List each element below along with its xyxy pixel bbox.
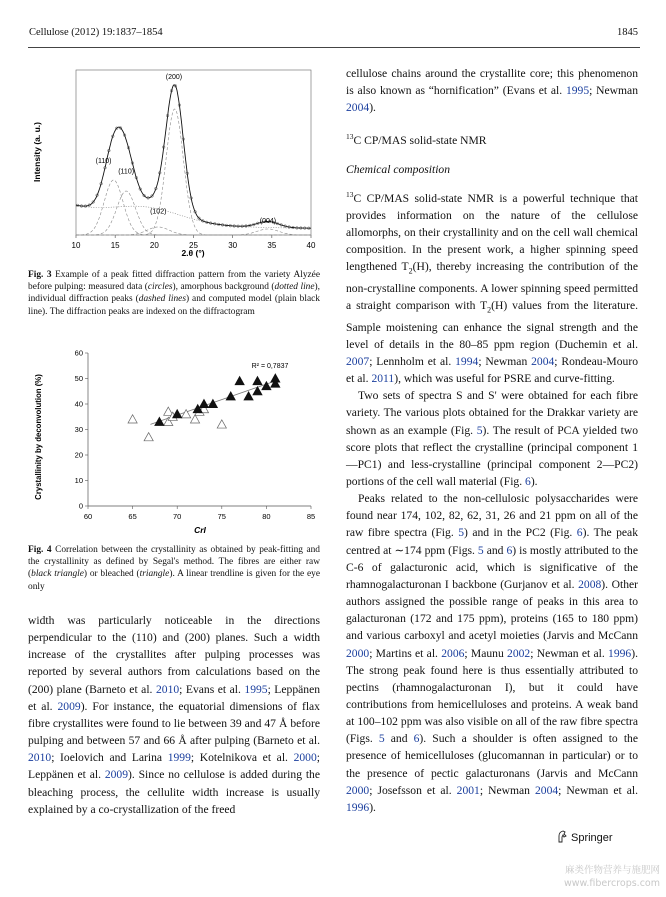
watermark-line-2: www.fibercrops.com xyxy=(563,878,660,889)
fig3-plot xyxy=(32,70,316,258)
para3-text: ) and in the PC2 (Fig. xyxy=(464,526,577,540)
left-column-text: ). Since no cellulose is added during the bleaching process, the cellulite width increase is usually explained by a co-crystallization of the freed xyxy=(28,768,320,816)
fig3-individual-peak xyxy=(76,229,311,235)
watermark xyxy=(564,864,660,890)
fig4-raw-point xyxy=(235,376,244,384)
fig4-y-tick-label: 50 xyxy=(74,374,83,383)
fig4-x-tick-label: 65 xyxy=(128,512,137,521)
para1-citation-link: 2011 xyxy=(371,372,395,386)
subsection-heading-chemical-composition: Chemical composition xyxy=(346,163,451,176)
fig4-caption-text-part: black triangle xyxy=(31,569,84,580)
fig3-x-tick-label: 20 xyxy=(149,241,159,250)
para1-text: ; Lennholm et al. xyxy=(369,354,456,368)
left-column-text: ; Leppänen et al. xyxy=(28,751,320,782)
para3-citation-link: 1996 xyxy=(346,800,370,814)
fig4-raw-point xyxy=(253,376,262,384)
left-column-text: ). For instance, the equatorial dimensions of flax fibre crystallites were found to lie between 39 and 47 Å before pulping and between 57 and 66 Å after pulping (Barneto et al. xyxy=(28,699,320,748)
para3-citation-link: 6 xyxy=(576,526,583,540)
para1-text: ; Rondeau-Mouro et al. xyxy=(346,354,638,386)
para1-citation-link: 2007 xyxy=(346,354,370,368)
para3-citation-link: 2008 xyxy=(578,577,602,591)
left-column-text: ; Evans et al. xyxy=(179,682,245,696)
fig4-bleached-point xyxy=(190,415,199,423)
para1-text: (H), thereby increasing the contribution of the non-crystalline components. A lower spinning speed permitted a straight comparison with T xyxy=(346,260,638,313)
para1-subscript: 2 xyxy=(487,305,492,315)
left-column-text: width was particularly noticeable in the directions perpendicular to the (110) and (200) planes. Such a width increase of the crystallites after pulping processes was reported by several authors from calculations based on the (200) plane (Barneto et al. xyxy=(28,614,320,696)
fig4-raw-point xyxy=(253,387,262,395)
fig4-caption-text-part: Correlation between the crystallinity as obtained by peak-fitting and the crystallinity as defined by Segal's method. The fibres are either raw ( xyxy=(28,545,320,580)
left-column-text: ; Kotelnikova et al. xyxy=(190,751,294,765)
para3-citation-link: 2000 xyxy=(346,783,370,797)
fig4-caption-text-part: ). A linear trendline is given for the eye only xyxy=(28,569,320,592)
right-column-body xyxy=(346,186,638,816)
fig4-x-tick-label: 75 xyxy=(217,512,226,521)
left-column-citation-link: 2009 xyxy=(104,768,129,782)
fig4-y-axis-label: Crystallinity by deconvolution (%) xyxy=(34,374,43,500)
para2-text: Two sets of spectra S and S' were obtained for each fibre variety. The various plots obtained for the Drakkar variety are shown as an example (Fig. xyxy=(346,389,638,437)
fig4-points xyxy=(128,374,280,441)
fig3-caption-text-part: dotted line xyxy=(274,282,315,293)
left-column-citation-link: 2000 xyxy=(293,751,317,765)
fig4-bleached-point xyxy=(128,415,137,423)
left-column-citation-link: 1999 xyxy=(167,751,191,765)
fig4-caption-text-part: ) or bleached ( xyxy=(83,569,140,580)
fig4-x-tick-label: 85 xyxy=(306,512,316,521)
para3-text: ; Newman xyxy=(479,783,535,797)
fig3-caption-text-part: circles xyxy=(147,282,173,293)
fig4-y-tick-label: 30 xyxy=(74,425,83,434)
figure-3-diffraction-chart xyxy=(28,62,328,262)
header-rule xyxy=(28,47,640,48)
figure-4-caption xyxy=(28,544,320,593)
fig3-frame xyxy=(76,70,311,235)
para3-citation-link: 5 xyxy=(378,732,385,746)
para3-citation-link: 2001 xyxy=(456,783,480,797)
para2-text: ). xyxy=(530,474,538,488)
para1-text: (H) values from the literature. Sample moistening can enhance the signal strength and the level of details in the 80–85 ppm region (Duchemin et al. xyxy=(346,299,638,351)
page-number: 1845 xyxy=(617,27,638,38)
fig3-x-tick-label: 35 xyxy=(267,241,277,250)
fig4-raw-point xyxy=(199,399,208,407)
para1-superscript: 13 xyxy=(346,190,354,199)
figure-3-caption xyxy=(28,269,320,318)
fig3-peak-label: (200) xyxy=(165,73,183,81)
para3-text: ). Such a shoulder is often assigned to the presence of hemicelluloses (glucomannan in particular) or to the presence of pectic galacturonans (Jarvis and McCann xyxy=(346,732,638,780)
para1-citation-link: 2004 xyxy=(531,354,555,368)
para3-citation-link: 2006 xyxy=(441,646,465,660)
fig3-caption-text-part: ) and computed model (plain black line). The diffraction peaks are indexed on the diffractogram xyxy=(28,294,320,317)
para2-citation-link: 5 xyxy=(476,423,483,437)
fig4-y-tick-label: 0 xyxy=(78,501,83,511)
fig3-peak-label: (004) xyxy=(259,218,277,226)
fig4-x-axis-label: CrI xyxy=(194,525,206,535)
fig4-x-tick-label: 70 xyxy=(173,512,182,521)
left-column-citation-link: 2009 xyxy=(57,699,81,713)
fig3-x-tick-label: 30 xyxy=(228,241,238,250)
para3-text: ). Other authors assigned the possible range of peaks in this area to galacturonan (172 and 175 ppm), proteins (165 to 180 ppm) and various carboxyl and acetyl moieties (Jarvis and McCann xyxy=(346,577,638,643)
para3-text: and xyxy=(384,732,414,746)
paragraph-nmr-technique xyxy=(346,186,638,387)
fig4-y-tick-label: 60 xyxy=(74,348,83,358)
fig4-caption-text-part: triangle xyxy=(139,569,170,580)
para3-text: ; Newman et al. xyxy=(558,783,638,797)
para3-text: ). The peak centred at ∼174 ppm (Figs. xyxy=(346,526,638,557)
para3-citation-link: 5 xyxy=(477,543,484,557)
paragraph-spectra-sets xyxy=(346,387,638,490)
fig4-y-tick-label: 10 xyxy=(74,476,83,485)
fig4-x-tick-label: 80 xyxy=(262,512,271,521)
right-intro-text: cellulose chains around the crystallite core; this phenomenon is also known as “hornification” (Evans et al. xyxy=(346,67,638,98)
left-column-text: ; Leppänen et al. xyxy=(28,682,321,713)
fig3-computed-model xyxy=(76,85,311,228)
running-header-journal: Cellulose (2012) 19:1837–1854 xyxy=(29,27,163,38)
fig3-x-tick-label: 10 xyxy=(71,241,81,250)
fig3-individual-peak xyxy=(76,191,311,235)
springer-horse-icon xyxy=(556,830,568,846)
fig3-caption-text-part: ), amorphous background ( xyxy=(172,282,275,293)
fig4-raw-point xyxy=(155,417,164,425)
para3-text: ) is mostly attributed to the C-6 of galacturonic acid, which is significative of the rhamnogalacturonan I backbone (Gurjanov et al. xyxy=(346,543,638,591)
fig3-x-axis-label: 2.θ (°) xyxy=(181,248,205,258)
para1-citation-link: 1994 xyxy=(455,354,479,368)
paragraph-non-cellulosic-peaks xyxy=(346,490,638,816)
fig3-x-tick-label: 15 xyxy=(110,241,120,250)
fig4-bleached-point xyxy=(217,420,226,428)
fig3-individual-peak xyxy=(76,109,311,235)
fig3-peak-label: (102) xyxy=(150,208,167,216)
para3-citation-link: 2002 xyxy=(507,646,531,660)
para3-text: ; Josefsson et al. xyxy=(369,783,457,797)
para3-text: and xyxy=(483,543,507,557)
fig4-raw-point xyxy=(271,374,280,382)
fig3-x-tick-label: 40 xyxy=(306,241,316,250)
para3-text: ; Martins et al. xyxy=(369,646,442,660)
fig3-peak-label: (110) xyxy=(95,157,112,165)
para3-citation-link: 2000 xyxy=(346,646,370,660)
para2-text: ). The result of PCA yielded two score plots that reflect the crystalline (principal component 1—PC1) and less-crystalline (principal component 2—PC2) portions of the cell wall material (Fig. xyxy=(346,423,638,488)
left-column-text xyxy=(28,612,320,818)
right-intro-citation-link: 2004 xyxy=(346,101,370,115)
springer-logo xyxy=(556,830,613,846)
fig4-caption-label: Fig. 4 xyxy=(28,545,52,555)
fig3-individual-peak xyxy=(76,227,311,235)
left-column-citation-link: 2010 xyxy=(155,682,180,696)
fig4-axes xyxy=(75,349,316,522)
para2-citation-link: 6 xyxy=(525,474,531,488)
fig4-raw-point xyxy=(244,392,253,400)
left-column-citation-link: 2010 xyxy=(28,751,52,765)
fig3-x-tick-label: 25 xyxy=(189,241,198,250)
right-intro-text: ; Newman xyxy=(589,84,638,98)
fig3-peak-label: (110) xyxy=(118,168,135,176)
figure-4-scatter-chart xyxy=(28,342,328,538)
right-intro-text: ). xyxy=(369,101,376,115)
right-intro-citation-link: 1995 xyxy=(565,84,590,98)
fig4-r2-annotation: R² = 0,7837 xyxy=(251,363,289,370)
para3-text: Peaks related to the non-cellulosic polysaccharides were found near 174, 102, 82, 62, 31, 26 and 21 ppm on all of the raw fibre spectra (Fig. xyxy=(346,492,638,540)
springer-brand-text: Springer xyxy=(571,832,613,844)
fig3-caption-text-part: ), individual diffraction peaks ( xyxy=(28,282,320,305)
para3-text: ; Newman et al. xyxy=(530,646,609,660)
para3-text: ). The strong peak found here is thus essentially attributed to pectins (rhamnogalacturonan I), but it could have contributions from hemicelluloses and proteins. A weak band at 100–102 ppm was also visible on all of the raw fibre spectra (Figs. xyxy=(346,646,638,746)
para3-text: ; Maunu xyxy=(464,646,508,660)
para3-text: ). xyxy=(369,800,376,814)
fig4-y-tick-label: 20 xyxy=(74,450,83,460)
para3-citation-link: 6 xyxy=(506,543,513,557)
fig3-caption-text-part: dashed lines xyxy=(138,294,186,305)
para3-citation-link: 1996 xyxy=(608,646,632,660)
right-column-intro xyxy=(346,65,638,116)
fig3-peak-labels xyxy=(96,74,276,225)
para1-text: C CP/MAS solid-state NMR is a powerful technique that provides information on the nature of the cellulose allomorphs, on their crystallinity and on the cell wall chemical composition. In the present work, a higher spinning speed lengthened T xyxy=(346,191,638,274)
para3-citation-link: 5 xyxy=(458,526,464,540)
fig4-y-tick-label: 40 xyxy=(74,399,83,409)
watermark-line-1: 麻类作物营养与施肥网 xyxy=(564,865,660,876)
para1-text: ; Newman xyxy=(478,354,532,368)
left-column-citation-link: 1995 xyxy=(244,682,268,696)
left-column-text: ; Ioelovich and Larina xyxy=(51,751,168,765)
para3-citation-link: 2004 xyxy=(534,783,559,797)
section-heading-nmr: $^{13}$C CP/MAS solid-state NMR xyxy=(346,132,487,147)
para3-citation-link: 6 xyxy=(413,732,420,746)
fig4-x-tick-label: 60 xyxy=(83,512,93,521)
fig3-y-axis-label: Intensity (a. u.) xyxy=(32,122,42,182)
fig3-caption-text-part: Example of a peak fitted diffraction pattern from the variety Alyzée before pulping: measured data ( xyxy=(28,270,320,293)
fig4-raw-point xyxy=(226,392,235,400)
fig4-bleached-point xyxy=(144,433,153,441)
para1-text: ), which was useful for PSRE and curve-fitting. xyxy=(394,372,615,386)
fig3-caption-label: Fig. 3 xyxy=(28,270,52,280)
para1-subscript: 2 xyxy=(408,266,413,276)
